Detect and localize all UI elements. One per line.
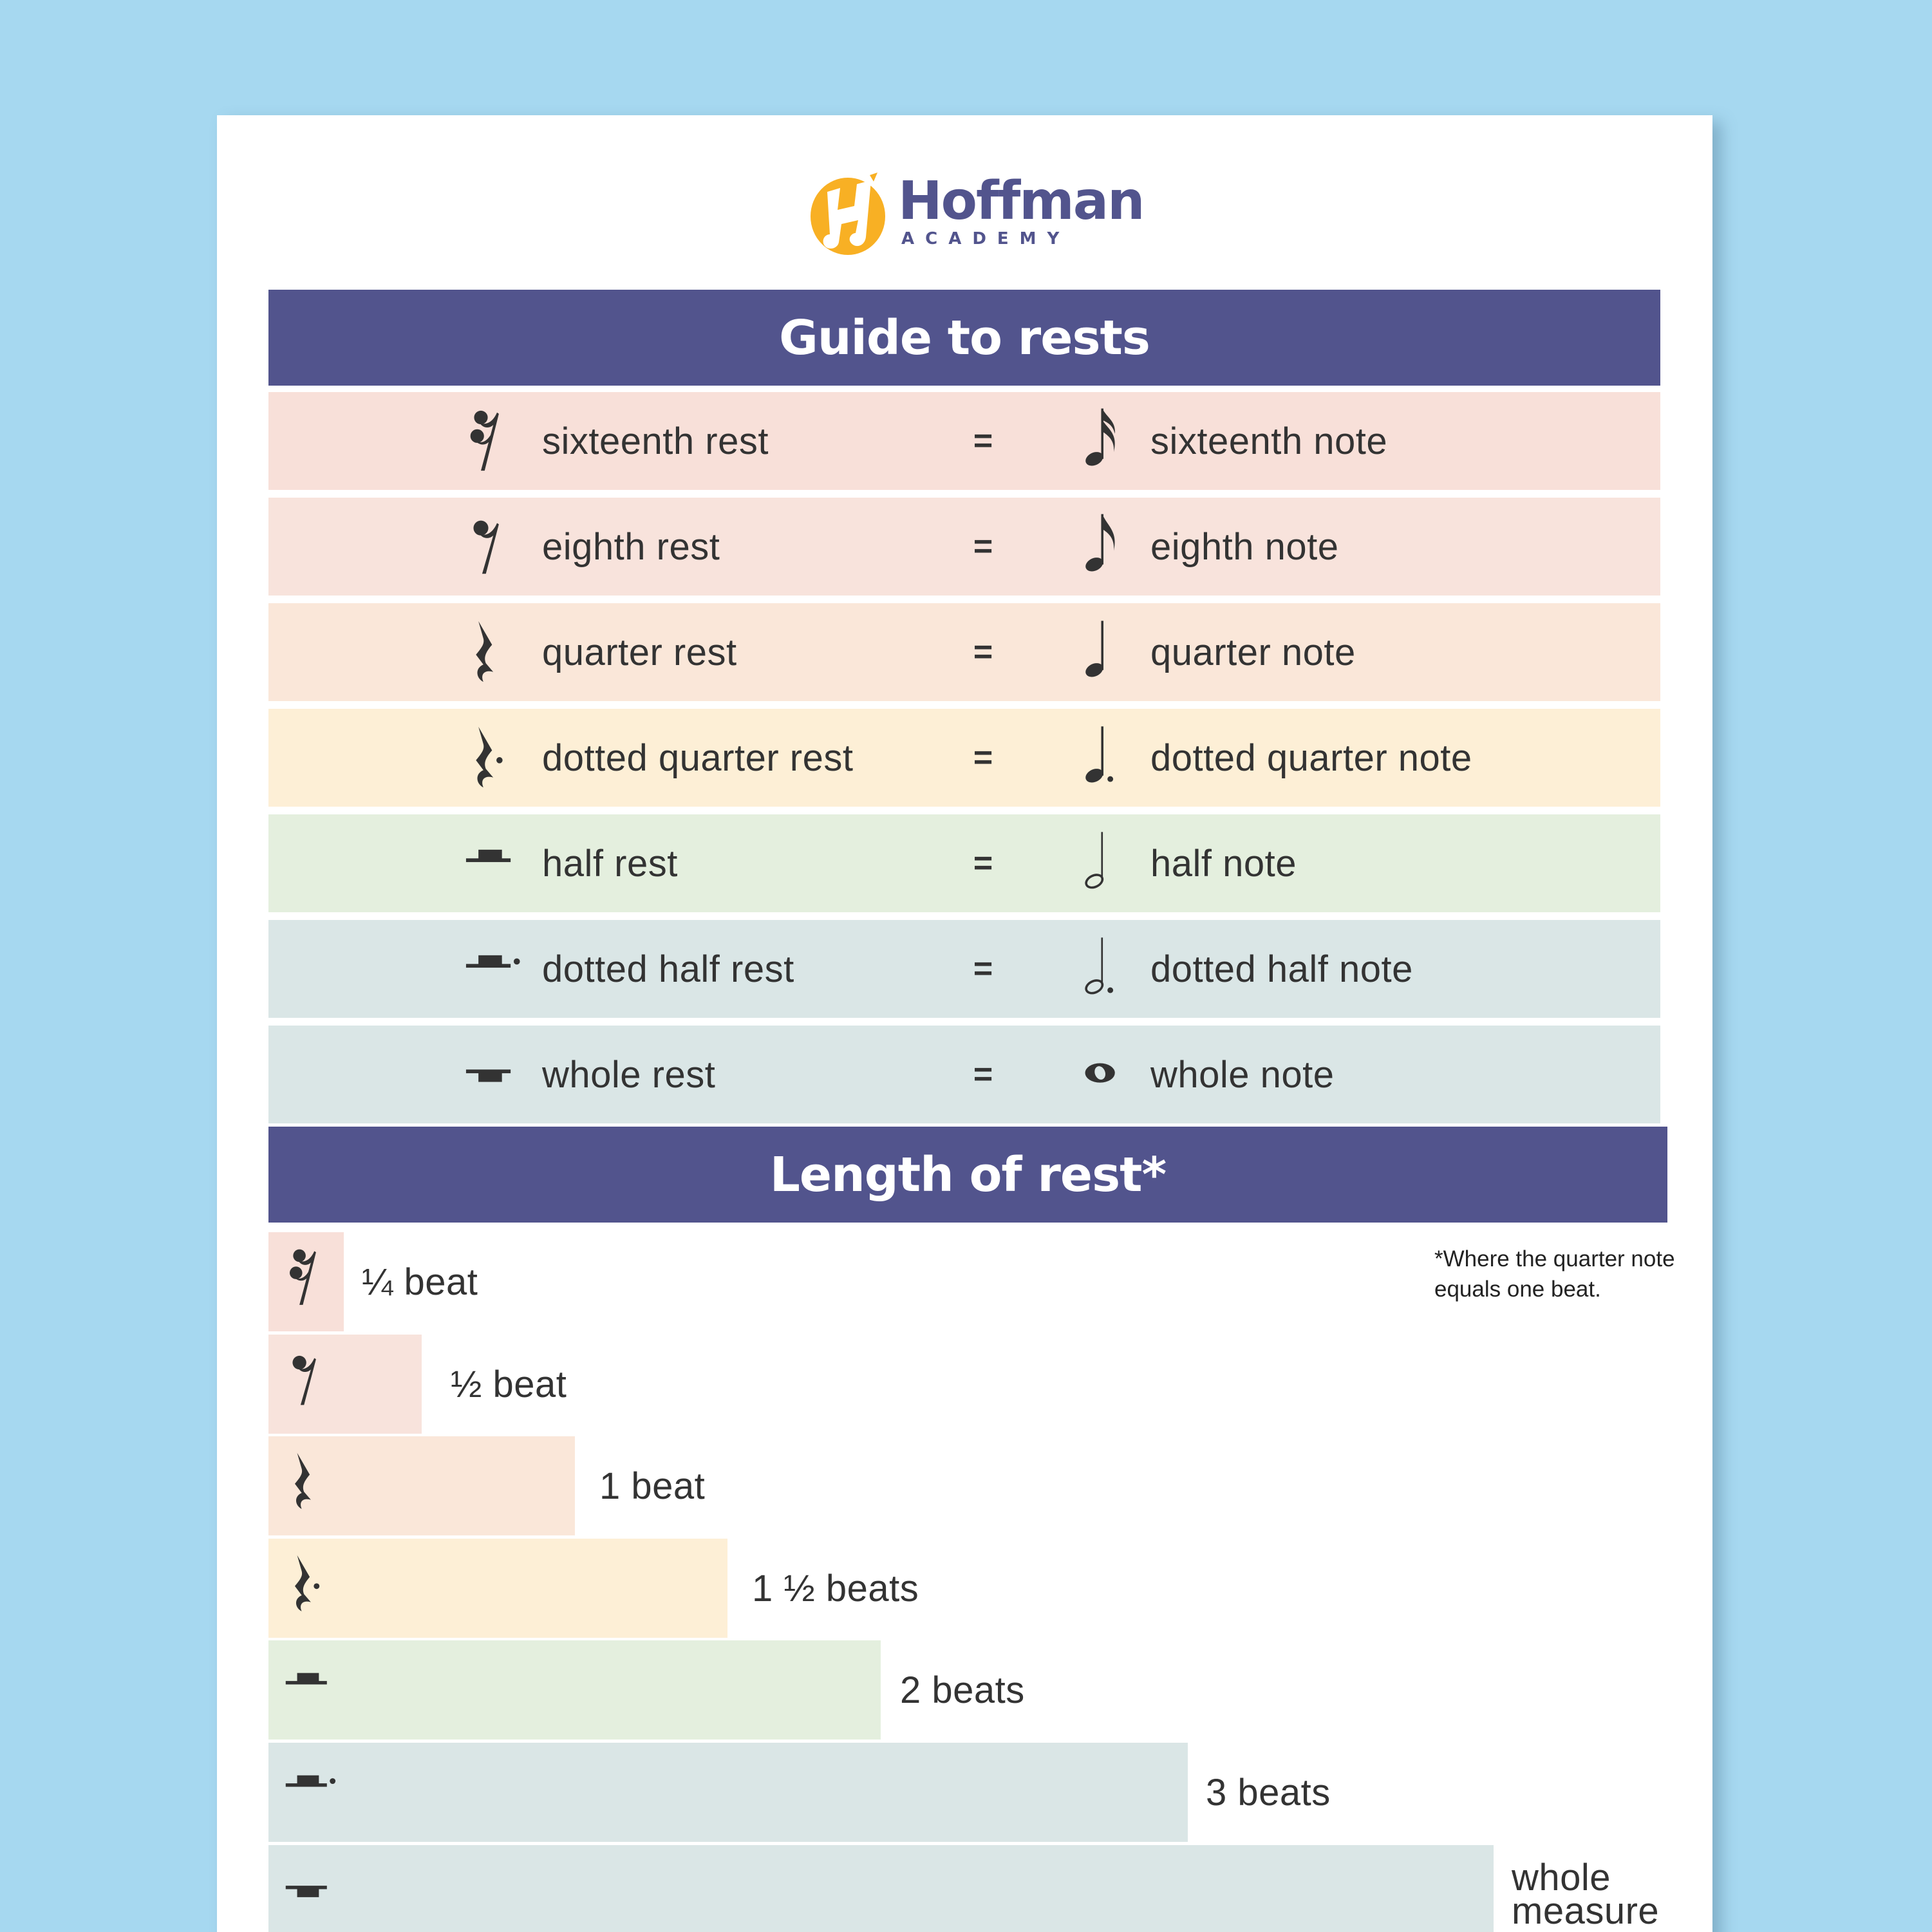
sixteenth-note-icon [1083, 406, 1134, 477]
logo-subtitle: ACADEMY [901, 229, 1071, 249]
dotted-quarter-rest-icon [465, 726, 523, 790]
note-name: sixteenth note [1150, 420, 1388, 462]
guide-row [268, 709, 1660, 807]
rest-name: eighth rest [542, 525, 720, 568]
sixteenth-rest-icon [465, 409, 523, 473]
guide-row [268, 498, 1660, 596]
whole-note-icon [1083, 1040, 1134, 1111]
eighth-note-icon [1083, 512, 1134, 583]
half-note-icon [1083, 829, 1134, 899]
whole-rest-icon [285, 1861, 336, 1929]
equals-sign: = [973, 950, 993, 988]
half-rest-icon [285, 1656, 336, 1724]
footnote: *Where the quarter note equals one beat. [1434, 1246, 1675, 1302]
note-name: half note [1150, 842, 1297, 885]
equals-sign: = [973, 739, 993, 776]
half-rest-icon [465, 831, 523, 896]
duration-label: ¼ beat [362, 1261, 478, 1303]
equals-sign: = [973, 633, 993, 671]
rest-name: sixteenth rest [542, 420, 769, 462]
sixteenth-rest-icon [285, 1248, 336, 1316]
note-name: quarter note [1150, 631, 1356, 673]
duration-bar [268, 1640, 881, 1740]
rest-name: whole rest [542, 1053, 716, 1096]
eighth-rest-icon [285, 1350, 336, 1418]
rest-name: quarter rest [542, 631, 737, 673]
equals-sign: = [973, 845, 993, 882]
quarter-rest-icon [285, 1452, 336, 1520]
dotted-half-note-icon [1083, 934, 1134, 1005]
logo-wordmark: Hoffman [898, 171, 1144, 232]
guide-row [268, 392, 1660, 490]
note-name: whole note [1150, 1053, 1335, 1096]
duration-label: ½ beat [451, 1363, 567, 1405]
dotted-quarter-note-icon [1083, 723, 1134, 794]
duration-label: 2 beats [900, 1669, 1025, 1711]
duration-bar [268, 1845, 1494, 1932]
duration-bar [268, 1539, 727, 1638]
whole-rest-icon [465, 1042, 523, 1107]
guide-row [268, 920, 1660, 1018]
duration-label: whole measure [1512, 1857, 1660, 1932]
dotted-quarter-rest-icon [285, 1554, 336, 1622]
quarter-note-icon [1083, 617, 1134, 688]
rest-name: half rest [542, 842, 678, 885]
length-title: Length of rest* [769, 1147, 1167, 1203]
eighth-rest-icon [465, 514, 523, 579]
guide-row [268, 603, 1660, 701]
duration-label: 1 ½ beats [752, 1567, 919, 1609]
equals-sign: = [973, 1056, 993, 1093]
dotted-half-rest-icon [285, 1758, 336, 1826]
duration-bar [268, 1743, 1188, 1842]
guide-title: Guide to rests [779, 310, 1150, 366]
rest-name: dotted half rest [542, 948, 794, 990]
logo-badge-icon [808, 166, 892, 259]
quarter-rest-icon [465, 620, 523, 684]
equals-sign: = [973, 528, 993, 565]
rest-name: dotted quarter rest [542, 736, 854, 779]
guide-row [268, 1026, 1660, 1123]
duration-label: 3 beats [1206, 1771, 1331, 1814]
equals-sign: = [973, 422, 993, 460]
guide-row [268, 814, 1660, 912]
duration-label: 1 beat [599, 1465, 706, 1507]
guide-header [268, 290, 1660, 386]
dotted-half-rest-icon [465, 937, 523, 1001]
note-name: dotted half note [1150, 948, 1413, 990]
length-header [268, 1127, 1667, 1223]
note-name: eighth note [1150, 525, 1339, 568]
note-name: dotted quarter note [1150, 736, 1472, 779]
hoffman-academy-logo [808, 166, 1143, 259]
